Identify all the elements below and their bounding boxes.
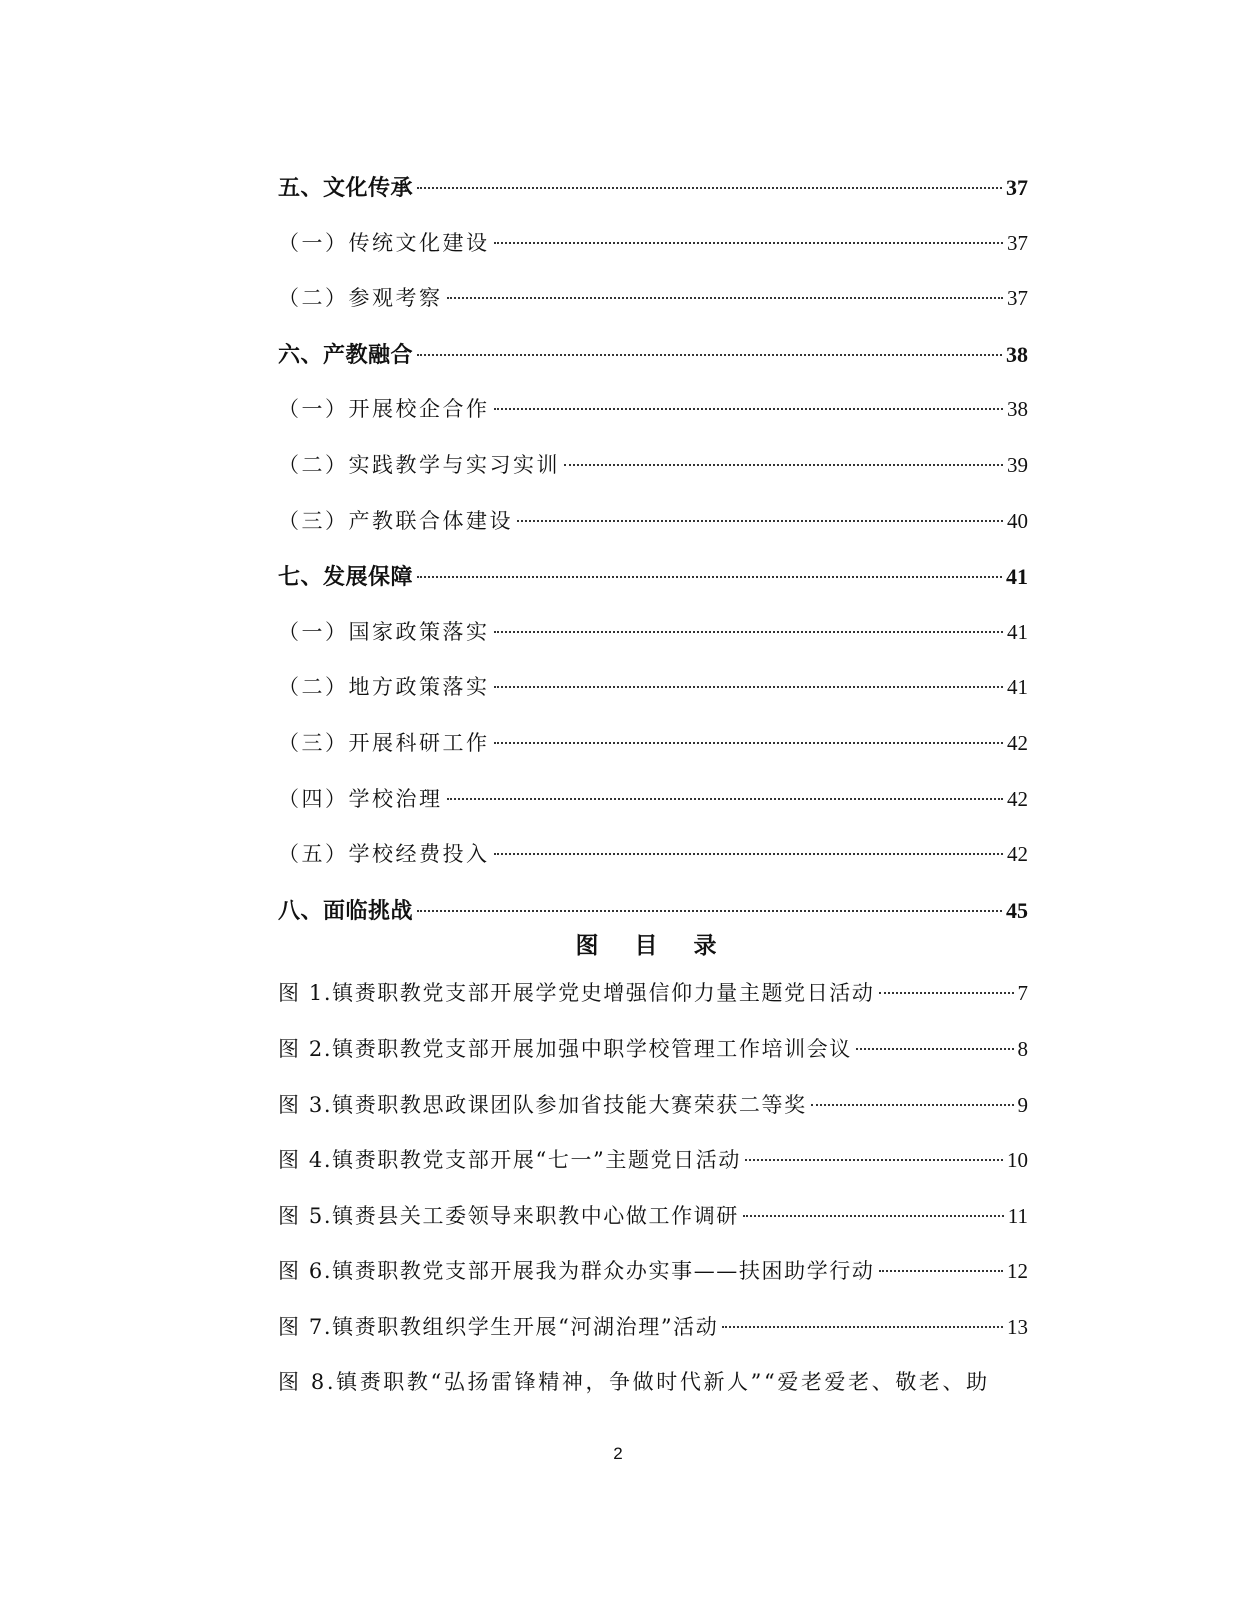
toc-entry[interactable] [278, 605, 1028, 661]
toc-entry[interactable] [278, 160, 1028, 216]
toc-entry-page: 41 [1006, 564, 1028, 590]
figure-entry-page: 10 [1007, 1148, 1028, 1173]
dot-leader [417, 187, 1002, 189]
figure-entry-page: 12 [1007, 1259, 1028, 1284]
toc-entry-page: 42 [1007, 786, 1028, 811]
toc-entry[interactable] [278, 216, 1028, 272]
dot-leader [879, 1270, 1003, 1272]
toc-entry[interactable] [278, 271, 1028, 327]
dot-leader [517, 520, 1003, 522]
figure-entry-page: 13 [1007, 1314, 1028, 1339]
toc-entry[interactable] [278, 438, 1028, 494]
toc-entry[interactable] [278, 716, 1028, 772]
dot-leader [564, 464, 1003, 466]
toc-entry-label: （一）国家政策落实 [278, 619, 490, 644]
dot-leader [856, 1048, 1014, 1050]
toc-entry-label: 八、面临挑战 [278, 898, 414, 924]
figure-entry[interactable] [278, 1300, 1028, 1356]
figure-entry-page: 9 [1017, 1092, 1028, 1117]
dot-leader [447, 798, 1004, 800]
dot-leader [494, 408, 1004, 410]
toc-entry-label: （三）产教联合体建设 [278, 508, 513, 533]
toc-entry[interactable] [278, 382, 1028, 438]
dot-leader [494, 853, 1004, 855]
dot-leader [417, 354, 1002, 356]
toc-entry-label: 五、文化传承 [278, 176, 414, 201]
dot-leader [745, 1159, 1003, 1161]
figure-entry-label: 图 1.镇赉职教党支部开展学党史增强信仰力量主题党日活动 [278, 981, 875, 1006]
figure-entry-label: 图 5.镇赉县关工委领导来职教中心做工作调研 [278, 1203, 739, 1228]
figure-entry-page: 11 [1007, 1203, 1028, 1228]
dot-leader [743, 1215, 1004, 1217]
dot-leader [417, 910, 1002, 912]
toc-entry[interactable] [278, 660, 1028, 716]
toc-entry[interactable] [278, 494, 1028, 550]
figure-entry[interactable] [278, 1078, 1028, 1134]
table-of-contents [278, 160, 1028, 1411]
toc-entry-page: 38 [1007, 397, 1028, 422]
toc-entry-label: （四）学校治理 [278, 786, 443, 811]
figure-entry-truncated[interactable] [278, 1355, 1028, 1411]
toc-entry-label: （一）开展校企合作 [278, 397, 490, 422]
toc-entry-page: 45 [1006, 897, 1028, 923]
toc-entry-label: （二）参观考察 [278, 286, 443, 311]
figure-entry[interactable] [278, 966, 1028, 1022]
figure-entry-page: 7 [1017, 981, 1028, 1006]
toc-entry[interactable] [278, 327, 1028, 383]
dot-leader [494, 631, 1004, 633]
toc-entry-page: 37 [1007, 286, 1028, 311]
toc-entry-label: 七、发展保障 [278, 565, 414, 591]
toc-entry-page: 37 [1007, 230, 1028, 255]
toc-entry-page: 42 [1007, 842, 1028, 867]
figure-entry-label: 图 6.镇赉职教党支部开展我为群众办实事——扶困助学行动 [278, 1259, 875, 1284]
page-number: 2 [613, 1444, 623, 1463]
figure-entry-label: 图 7.镇赉职教组织学生开展“河湖治理”活动 [278, 1314, 719, 1339]
figure-list-heading: 图 目 录 [575, 933, 731, 960]
toc-entry-label: （三）开展科研工作 [278, 730, 490, 755]
toc-entry-label: （二）实践教学与实习实训 [278, 452, 560, 477]
figure-entry-label: 图 3.镇赉职教思政课团队参加省技能大赛荣获二等奖 [278, 1092, 807, 1117]
dot-leader [417, 576, 1002, 578]
dot-leader [722, 1326, 1003, 1328]
toc-entry-label: 六、产教融合 [278, 342, 414, 368]
figure-entry[interactable] [278, 1022, 1028, 1078]
toc-entry-page: 41 [1007, 675, 1028, 700]
dot-leader [494, 742, 1004, 744]
figure-entry-label: 图 2.镇赉职教党支部开展加强中职学校管理工作培训会议 [278, 1036, 852, 1061]
toc-entry-label: （二）地方政策落实 [278, 675, 490, 700]
dot-leader [447, 297, 1004, 299]
toc-entry-page: 40 [1007, 508, 1028, 533]
toc-entry-page: 39 [1007, 452, 1028, 477]
dot-leader [494, 242, 1004, 244]
figure-entry-page: 8 [1017, 1036, 1028, 1061]
toc-entry[interactable] [278, 772, 1028, 828]
figure-entry[interactable] [278, 1244, 1028, 1300]
figure-entry[interactable] [278, 1189, 1028, 1245]
toc-entry[interactable] [278, 827, 1028, 883]
toc-entry-page: 42 [1007, 730, 1028, 755]
figure-entry[interactable] [278, 1133, 1028, 1189]
dot-leader [811, 1104, 1014, 1106]
figure-entry-label: 图 4.镇赉职教党支部开展“七一”主题党日活动 [278, 1148, 741, 1173]
toc-entry-page: 37 [1006, 175, 1028, 200]
toc-entry-label: （一）传统文化建设 [278, 230, 490, 255]
toc-entry-page: 38 [1006, 341, 1028, 367]
dot-leader [879, 992, 1014, 994]
toc-entry-label: （五）学校经费投入 [278, 842, 490, 867]
dot-leader [494, 686, 1004, 688]
figure-entry-label: 图 8.镇赉职教“弘扬雷锋精神，争做时代新人”“爱老爱老、敬老、助 [278, 1370, 990, 1395]
toc-entry[interactable] [278, 549, 1028, 605]
toc-entry-page: 41 [1007, 619, 1028, 644]
